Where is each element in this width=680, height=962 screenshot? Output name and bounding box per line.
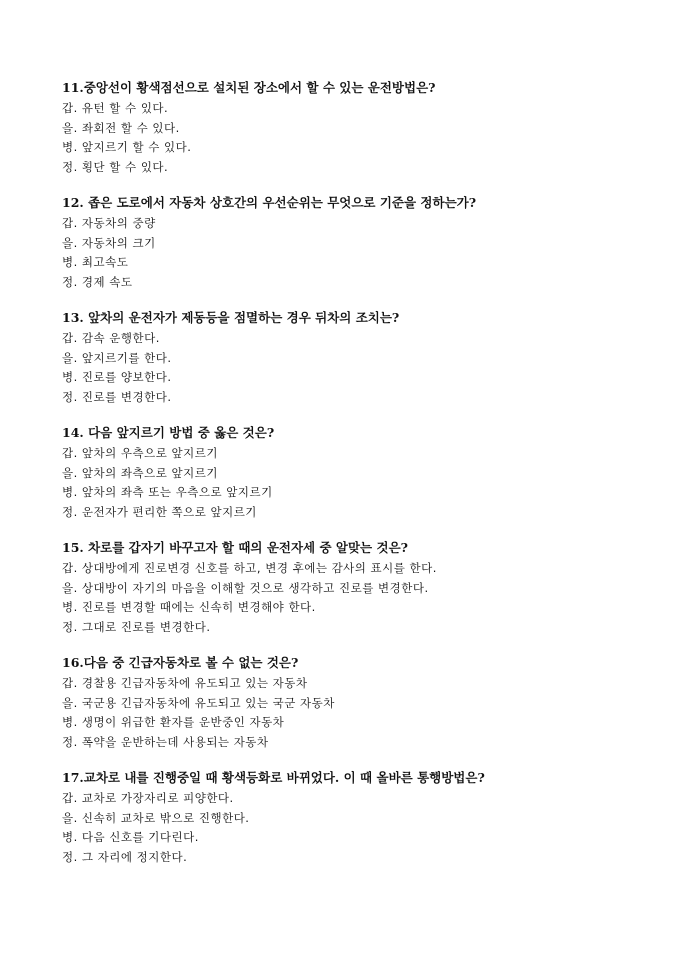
option-eul: 을. 신속히 교차로 밖으로 진행한다. [62, 810, 250, 825]
option-eul: 을. 상대방이 자기의 마음을 이해할 것으로 생각하고 진로를 변경한다. [62, 580, 429, 595]
option-gap: 갑. 경찰용 긴급자동차에 유도되고 있는 자동차 [62, 676, 308, 690]
option-eul: 을. 앞차의 좌측으로 앞지르기 [62, 465, 218, 480]
document-page [62, 76, 642, 881]
question-11 [62, 76, 642, 177]
question-14 [62, 421, 642, 522]
option-eul: 을. 국군용 긴급자동차에 유도되고 있는 국군 자동차 [62, 695, 335, 710]
question-title: 17.교차로 내를 진행중일 때 황색등화로 바뀌었다. 이 때 올바른 통행방법은? [62, 770, 485, 785]
option-gap: 갑. 상대방에게 진로변경 신호를 하고, 변경 후에는 감사의 표시를 한다. [62, 561, 437, 575]
option-gap: 갑. 앞차의 우측으로 앞지르기 [62, 446, 218, 460]
option-eul: 을. 앞지르기를 한다. [62, 350, 172, 365]
option-byeong: 병. 진로를 양보한다. [62, 370, 172, 384]
option-gap: 갑. 유턴 할 수 있다. [62, 101, 169, 115]
question-15 [62, 536, 642, 637]
option-jeong: 정. 그 자리에 정지한다. [62, 849, 188, 864]
option-byeong: 병. 생명이 위급한 환자를 운반중인 자동차 [62, 715, 285, 729]
option-jeong: 정. 운전자가 편리한 쪽으로 앞지르기 [62, 504, 257, 519]
option-jeong: 정. 경제 속도 [62, 274, 133, 289]
option-byeong: 병. 앞차의 좌측 또는 우측으로 앞지르기 [62, 485, 273, 499]
question-13 [62, 306, 642, 407]
option-byeong: 병. 최고속도 [62, 255, 129, 269]
question-title: 14. 다음 앞지르기 방법 중 옳은 것은? [62, 425, 275, 440]
option-byeong: 병. 진로를 변경할 때에는 신속히 변경해야 한다. [62, 600, 316, 614]
option-gap: 갑. 교차로 가장자리로 피양한다. [62, 791, 234, 805]
question-17 [62, 766, 642, 867]
option-jeong: 정. 진로를 변경한다. [62, 389, 172, 404]
option-gap: 갑. 자동차의 중량 [62, 216, 156, 230]
option-eul: 을. 자동차의 크기 [62, 235, 156, 250]
question-title: 11.중앙선이 황색점선으로 설치된 장소에서 할 수 있는 운전방법은? [62, 80, 436, 95]
question-title: 13. 앞차의 운전자가 제동등을 점멸하는 경우 뒤차의 조치는? [62, 310, 400, 325]
question-title: 16.다음 중 긴급자동차로 볼 수 없는 것은? [62, 655, 299, 670]
option-byeong: 병. 다음 신호를 기다린다. [62, 830, 199, 844]
question-title: 15. 차로를 갑자기 바꾸고자 할 때의 운전자세 중 알맞는 것은? [62, 540, 408, 555]
option-jeong: 정. 폭약을 운반하는데 사용되는 자동차 [62, 734, 269, 749]
option-jeong: 정. 그대로 진로를 변경한다. [62, 619, 211, 634]
question-16 [62, 651, 642, 752]
question-title: 12. 좁은 도로에서 자동차 상호간의 우선순위는 무엇으로 기준을 정하는가? [62, 195, 477, 210]
option-byeong: 병. 앞지르기 할 수 있다. [62, 140, 192, 154]
option-gap: 갑. 감속 운행한다. [62, 331, 160, 345]
option-eul: 을. 좌회전 할 수 있다. [62, 120, 180, 135]
question-12 [62, 191, 642, 292]
option-jeong: 정. 횡단 할 수 있다. [62, 159, 169, 174]
